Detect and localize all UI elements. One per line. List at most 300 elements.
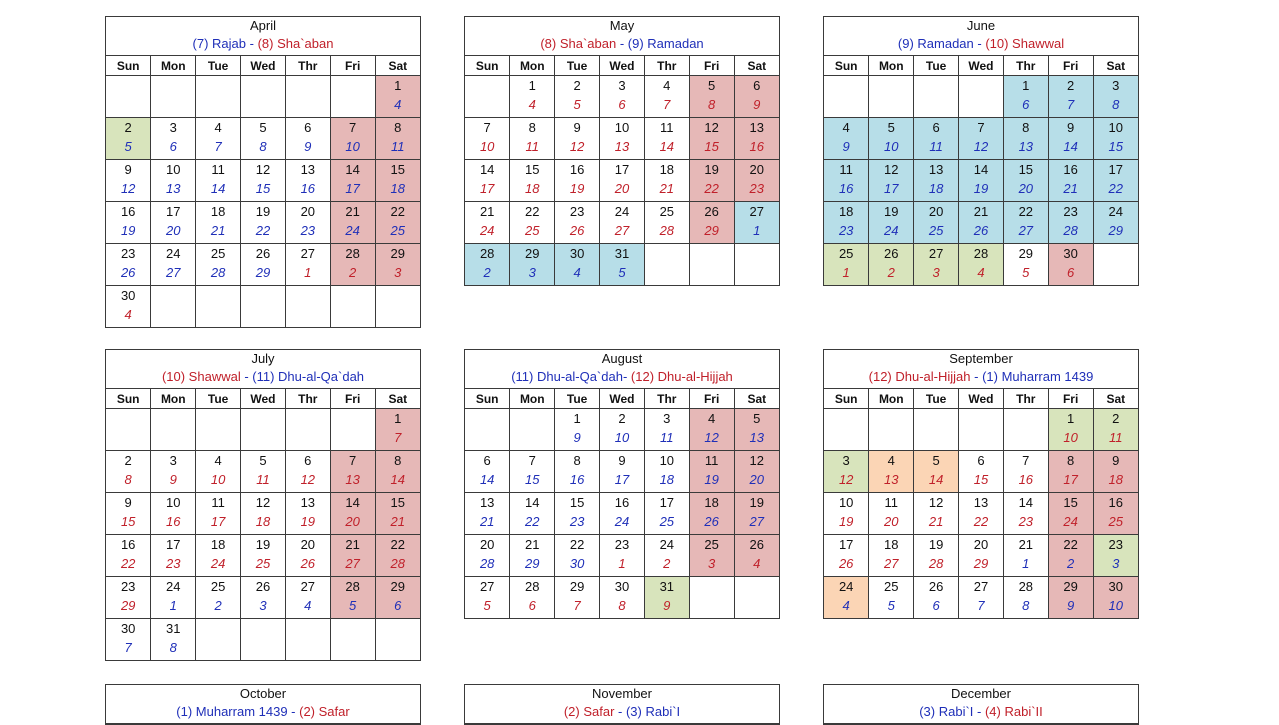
hijri-date: 12: [300, 472, 316, 487]
day-cell: [959, 160, 1004, 202]
gregorian-date: 14: [479, 162, 495, 177]
gregorian-date: 21: [479, 204, 495, 219]
day-cell: [375, 577, 420, 619]
day-cell: [241, 118, 286, 160]
day-cell: [375, 493, 420, 535]
hijri-date: 29: [255, 265, 271, 280]
weekday-thr: Thr: [644, 56, 689, 76]
day-cell: [241, 535, 286, 577]
hijri-date: 10: [1063, 430, 1078, 445]
hijri-date: 8: [1112, 97, 1120, 112]
hijri-date: 29: [973, 556, 989, 571]
empty-day-cell: [330, 286, 375, 328]
day-cell: [734, 409, 779, 451]
month-name: June: [966, 18, 996, 33]
gregorian-date: 28: [1018, 579, 1034, 594]
hijri-date: 19: [838, 514, 854, 529]
hijri-date: 28: [479, 556, 495, 571]
day-cell: [869, 244, 914, 286]
day-cell: [869, 202, 914, 244]
hijri-date: 17: [210, 514, 226, 529]
gregorian-date: 30: [569, 246, 585, 261]
day-cell: [555, 244, 600, 286]
gregorian-date: 6: [977, 453, 985, 468]
hijri-date: 15: [1108, 139, 1124, 154]
gregorian-date: 20: [479, 537, 495, 552]
hijri-date: 17: [479, 181, 495, 196]
gregorian-date: 6: [932, 120, 940, 135]
day-cell: [151, 118, 196, 160]
day-cell: [196, 451, 241, 493]
gregorian-date: 19: [255, 537, 271, 552]
hijri-date: 29: [120, 598, 136, 613]
gregorian-date: 25: [838, 246, 854, 261]
gregorian-date: 3: [1112, 78, 1120, 93]
hijri-date: 4: [977, 265, 985, 280]
gregorian-date: 20: [300, 537, 316, 552]
day-cell: [555, 493, 600, 535]
month-name: July: [251, 351, 275, 366]
hijri-date: 28: [390, 556, 406, 571]
empty-day-cell: [241, 409, 286, 451]
gregorian-date: 23: [1108, 537, 1124, 552]
hijri-date: 27: [884, 556, 899, 571]
hijri-months-label: [465, 35, 779, 55]
hijri-date: 22: [120, 556, 136, 571]
hijri-date: 7: [663, 97, 671, 112]
day-cell: [1003, 202, 1048, 244]
hijri-date: 17: [884, 181, 899, 196]
weekday-header-row: [465, 389, 779, 409]
hijri-date: 17: [1063, 472, 1078, 487]
weekday-sun: Sun: [824, 56, 869, 76]
month-name: August: [601, 351, 643, 366]
month-june: [823, 16, 1139, 286]
day-cell: [241, 202, 286, 244]
hijri-date: 28: [659, 223, 675, 238]
hijri-date: 20: [166, 223, 181, 238]
empty-day-cell: [196, 409, 241, 451]
gregorian-date: 11: [704, 453, 719, 468]
day-cell: [600, 160, 645, 202]
day-cell: [465, 118, 510, 160]
gregorian-date: 6: [304, 453, 312, 468]
hijri-date: 5: [573, 97, 581, 112]
hijri-months-label: [106, 35, 420, 55]
hijri-date: 10: [479, 139, 495, 154]
month-october: [105, 684, 421, 725]
week-row: [106, 202, 420, 244]
hijri-date: 11: [256, 472, 270, 487]
day-cell: [106, 202, 151, 244]
weekday-header-row: [824, 389, 1138, 409]
day-cell: [1093, 202, 1138, 244]
day-cell: [1048, 118, 1093, 160]
day-cell: [1048, 451, 1093, 493]
weekday-tue: Tue: [914, 389, 959, 409]
weekday-fri: Fri: [1048, 56, 1093, 76]
month-august: [464, 349, 780, 619]
gregorian-date: 13: [749, 120, 765, 135]
month-header: [824, 17, 1138, 56]
empty-day-cell: [106, 409, 151, 451]
day-cell: [1048, 202, 1093, 244]
hijri-date: 25: [1108, 514, 1124, 529]
week-row: [465, 118, 779, 160]
hijri-date: 23: [1018, 514, 1034, 529]
gregorian-date: 18: [704, 495, 719, 510]
hijri-date: 13: [749, 430, 765, 445]
day-cell: [824, 244, 869, 286]
gregorian-date: 7: [349, 120, 357, 135]
day-cell: [1093, 160, 1138, 202]
gregorian-date: 27: [479, 579, 495, 594]
month-name: October: [239, 686, 287, 701]
week-row: [824, 118, 1138, 160]
day-cell: [510, 160, 555, 202]
hijri-month-part: (4) Rabi`II: [984, 704, 1043, 719]
week-row: [106, 535, 420, 577]
hijri-date: 5: [349, 598, 357, 613]
hijri-date: 6: [932, 598, 940, 613]
gregorian-date: 1: [394, 78, 402, 93]
weekday-thr: Thr: [285, 389, 330, 409]
gregorian-date: 17: [1108, 162, 1124, 177]
gregorian-date: 18: [659, 162, 675, 177]
hijri-date: 21: [928, 514, 944, 529]
gregorian-date: 28: [525, 579, 540, 594]
day-cell: [914, 118, 959, 160]
gregorian-date: 10: [838, 495, 854, 510]
day-cell: [196, 577, 241, 619]
empty-day-cell: [151, 409, 196, 451]
hijri-date: 7: [977, 598, 985, 613]
hijri-date: 9: [753, 97, 761, 112]
gregorian-date: 24: [614, 204, 630, 219]
hijri-date: 28: [928, 556, 944, 571]
day-cell: [1048, 76, 1093, 118]
gregorian-date: 1: [1067, 411, 1075, 426]
gregorian-date: 13: [973, 495, 989, 510]
gregorian-date: 1: [573, 411, 581, 426]
gregorian-date: 19: [255, 204, 271, 219]
hijri-month-part: (11) Dhu-al-Qa`dah: [252, 369, 365, 384]
gregorian-date: 11: [839, 162, 853, 177]
weekday-header-row: [106, 56, 420, 76]
gregorian-date: 4: [887, 453, 895, 468]
day-cell: [375, 451, 420, 493]
month-name: December: [951, 686, 1011, 701]
day-cell: [330, 451, 375, 493]
hijri-date: 5: [887, 598, 895, 613]
hijri-date: 15: [973, 472, 989, 487]
month-header: [106, 17, 420, 56]
day-cell: [196, 202, 241, 244]
hijri-date: 15: [525, 472, 540, 487]
day-cell: [600, 76, 645, 118]
day-cell: [1003, 451, 1048, 493]
gregorian-date: 16: [569, 162, 585, 177]
month-header: [824, 350, 1138, 389]
hijri-date: 26: [704, 514, 719, 529]
gregorian-date: 17: [659, 495, 675, 510]
day-cell: [151, 493, 196, 535]
hijri-date: 14: [928, 472, 944, 487]
month-april: [105, 16, 421, 328]
gregorian-date: 29: [569, 579, 585, 594]
day-cell: [510, 76, 555, 118]
weekday-fri: Fri: [330, 56, 375, 76]
gregorian-date: 12: [884, 162, 899, 177]
week-row: [465, 202, 779, 244]
gregorian-date: 24: [838, 579, 854, 594]
weekday-tue: Tue: [196, 56, 241, 76]
hijri-date: 3: [932, 265, 940, 280]
hijri-date: 23: [300, 223, 316, 238]
hijri-date: 23: [749, 181, 765, 196]
day-cell: [285, 202, 330, 244]
hijri-date: 26: [838, 556, 854, 571]
day-cell: [151, 202, 196, 244]
day-cell: [465, 493, 510, 535]
hijri-date: 9: [169, 472, 177, 487]
day-cell: [959, 535, 1004, 577]
gregorian-date: 11: [211, 495, 225, 510]
day-cell: [869, 493, 914, 535]
day-cell: [914, 244, 959, 286]
day-cell: [600, 451, 645, 493]
gregorian-date: 2: [618, 411, 626, 426]
week-row: [465, 535, 779, 577]
gregorian-date: 15: [569, 495, 585, 510]
day-cell: [644, 409, 689, 451]
hijri-date: 7: [214, 139, 222, 154]
day-cell: [600, 202, 645, 244]
hijri-date: 7: [573, 598, 581, 613]
gregorian-date: 27: [973, 579, 989, 594]
gregorian-date: 8: [573, 453, 581, 468]
gregorian-date: 29: [525, 246, 540, 261]
day-cell: [1093, 493, 1138, 535]
empty-day-cell: [734, 244, 779, 286]
day-cell: [824, 160, 869, 202]
month-header: [106, 350, 420, 389]
hijri-date: 14: [659, 139, 675, 154]
empty-day-cell: [1003, 409, 1048, 451]
gregorian-date: 26: [255, 579, 271, 594]
gregorian-date: 24: [166, 579, 181, 594]
day-cell: [555, 118, 600, 160]
gregorian-date: 20: [749, 162, 765, 177]
day-cell: [644, 535, 689, 577]
day-cell: [1093, 577, 1138, 619]
hijri-date: 19: [704, 472, 719, 487]
day-cell: [106, 619, 151, 661]
empty-day-cell: [824, 76, 869, 118]
gregorian-date: 5: [753, 411, 761, 426]
week-row: [106, 160, 420, 202]
hijri-date: 6: [1067, 265, 1075, 280]
weekday-tue: Tue: [196, 389, 241, 409]
gregorian-date: 22: [1063, 537, 1078, 552]
gregorian-date: 11: [660, 120, 674, 135]
hijri-month-part: (1) Muharram 1439: [176, 704, 288, 719]
gregorian-date: 17: [614, 162, 630, 177]
day-cell: [689, 118, 734, 160]
gregorian-date: 25: [704, 537, 719, 552]
day-cell: [644, 493, 689, 535]
weekday-header-row: [824, 56, 1138, 76]
hijri-date: 8: [124, 472, 132, 487]
hijri-date: 18: [525, 181, 540, 196]
hijri-date: 22: [525, 514, 540, 529]
hijri-date: 20: [614, 181, 630, 196]
hijri-date: 14: [1063, 139, 1078, 154]
empty-day-cell: [196, 286, 241, 328]
gregorian-date: 5: [887, 120, 895, 135]
weekday-fri: Fri: [1048, 389, 1093, 409]
week-row: [106, 619, 420, 661]
gregorian-date: 18: [838, 204, 854, 219]
gregorian-date: 23: [614, 537, 630, 552]
day-cell: [959, 244, 1004, 286]
day-cell: [869, 577, 914, 619]
month-name: April: [249, 18, 276, 33]
hijri-date: 5: [124, 139, 132, 154]
gregorian-date: 9: [1112, 453, 1120, 468]
hijri-date: 8: [708, 97, 716, 112]
gregorian-date: 4: [214, 120, 222, 135]
hijri-month-part: (12) Dhu-al-Hijjah: [630, 369, 733, 384]
weekday-sat: Sat: [375, 389, 420, 409]
hijri-date: 25: [928, 223, 944, 238]
day-cell: [824, 202, 869, 244]
hijri-month-part: (10) Shawwal: [985, 36, 1065, 51]
empty-day-cell: [914, 409, 959, 451]
day-cell: [375, 76, 420, 118]
hijri-month-part: (9) Ramadan: [897, 36, 974, 51]
hijri-month-part: (12) Dhu-al-Hijjah: [868, 369, 971, 384]
day-cell: [330, 577, 375, 619]
hijri-months-label: [824, 35, 1138, 55]
hijri-month-part: (2) Safar: [299, 704, 350, 719]
hijri-date: 4: [528, 97, 536, 112]
empty-day-cell: [510, 409, 555, 451]
hijri-date: 6: [394, 598, 402, 613]
month-name: May: [609, 18, 635, 33]
day-cell: [1003, 76, 1048, 118]
hijri-date: 27: [614, 223, 630, 238]
weekday-thr: Thr: [285, 56, 330, 76]
weekday-sun: Sun: [824, 389, 869, 409]
hijri-date: 24: [1063, 514, 1078, 529]
day-cell: [869, 118, 914, 160]
gregorian-date: 15: [390, 495, 406, 510]
day-cell: [734, 118, 779, 160]
gregorian-date: 31: [659, 579, 675, 594]
day-cell: [106, 451, 151, 493]
gregorian-date: 31: [614, 246, 630, 261]
gregorian-date: 30: [614, 579, 630, 594]
day-cell: [644, 451, 689, 493]
hijri-month-part: (3) Rabi`I: [625, 704, 681, 719]
hijri-date: 30: [569, 556, 585, 571]
weekday-fri: Fri: [330, 389, 375, 409]
week-row: [465, 160, 779, 202]
day-cell: [375, 535, 420, 577]
hijri-date: 15: [704, 139, 719, 154]
day-cell: [600, 493, 645, 535]
hijri-date: 8: [618, 598, 626, 613]
hijri-date: 28: [210, 265, 226, 280]
hijri-date: 12: [704, 430, 719, 445]
week-row: [106, 493, 420, 535]
hijri-date: 22: [255, 223, 271, 238]
gregorian-date: 16: [120, 537, 136, 552]
gregorian-date: 15: [1018, 162, 1034, 177]
day-cell: [465, 535, 510, 577]
hijri-date: 13: [1018, 139, 1034, 154]
day-cell: [330, 493, 375, 535]
day-cell: [151, 535, 196, 577]
gregorian-date: 12: [928, 495, 944, 510]
day-cell: [375, 160, 420, 202]
gregorian-date: 20: [928, 204, 944, 219]
day-cell: [914, 160, 959, 202]
day-cell: [465, 160, 510, 202]
month-header: [824, 685, 1138, 724]
hijri-date: 17: [345, 181, 360, 196]
month-grid: [824, 389, 1138, 618]
hijri-month-part: (10) Shawwal: [161, 369, 241, 384]
week-row: [106, 76, 420, 118]
month-name: September: [949, 351, 1013, 366]
empty-day-cell: [151, 76, 196, 118]
gregorian-date: 23: [120, 579, 136, 594]
weekday-mon: Mon: [151, 389, 196, 409]
hijri-date: 24: [614, 514, 630, 529]
weekday-sat: Sat: [1093, 389, 1138, 409]
day-cell: [914, 577, 959, 619]
day-cell: [285, 160, 330, 202]
hijri-date: 21: [210, 223, 226, 238]
hijri-month-part: -: [614, 704, 626, 719]
day-cell: [285, 493, 330, 535]
day-cell: [241, 160, 286, 202]
hijri-months-label: [106, 368, 420, 388]
gregorian-date: 21: [973, 204, 989, 219]
hijri-date: 2: [1067, 556, 1075, 571]
day-cell: [600, 244, 645, 286]
hijri-date: 10: [884, 139, 899, 154]
week-row: [465, 493, 779, 535]
gregorian-date: 13: [928, 162, 944, 177]
hijri-date: 4: [573, 265, 581, 280]
hijri-date: 17: [614, 472, 630, 487]
hijri-date: 2: [214, 598, 222, 613]
gregorian-date: 11: [211, 162, 225, 177]
gregorian-date: 6: [483, 453, 491, 468]
hijri-date: 9: [842, 139, 850, 154]
day-cell: [106, 160, 151, 202]
weekday-thr: Thr: [1003, 389, 1048, 409]
gregorian-date: 21: [345, 204, 360, 219]
gregorian-date: 13: [300, 495, 316, 510]
day-cell: [1048, 244, 1093, 286]
gregorian-date: 25: [659, 204, 675, 219]
day-cell: [959, 493, 1004, 535]
day-cell: [689, 160, 734, 202]
